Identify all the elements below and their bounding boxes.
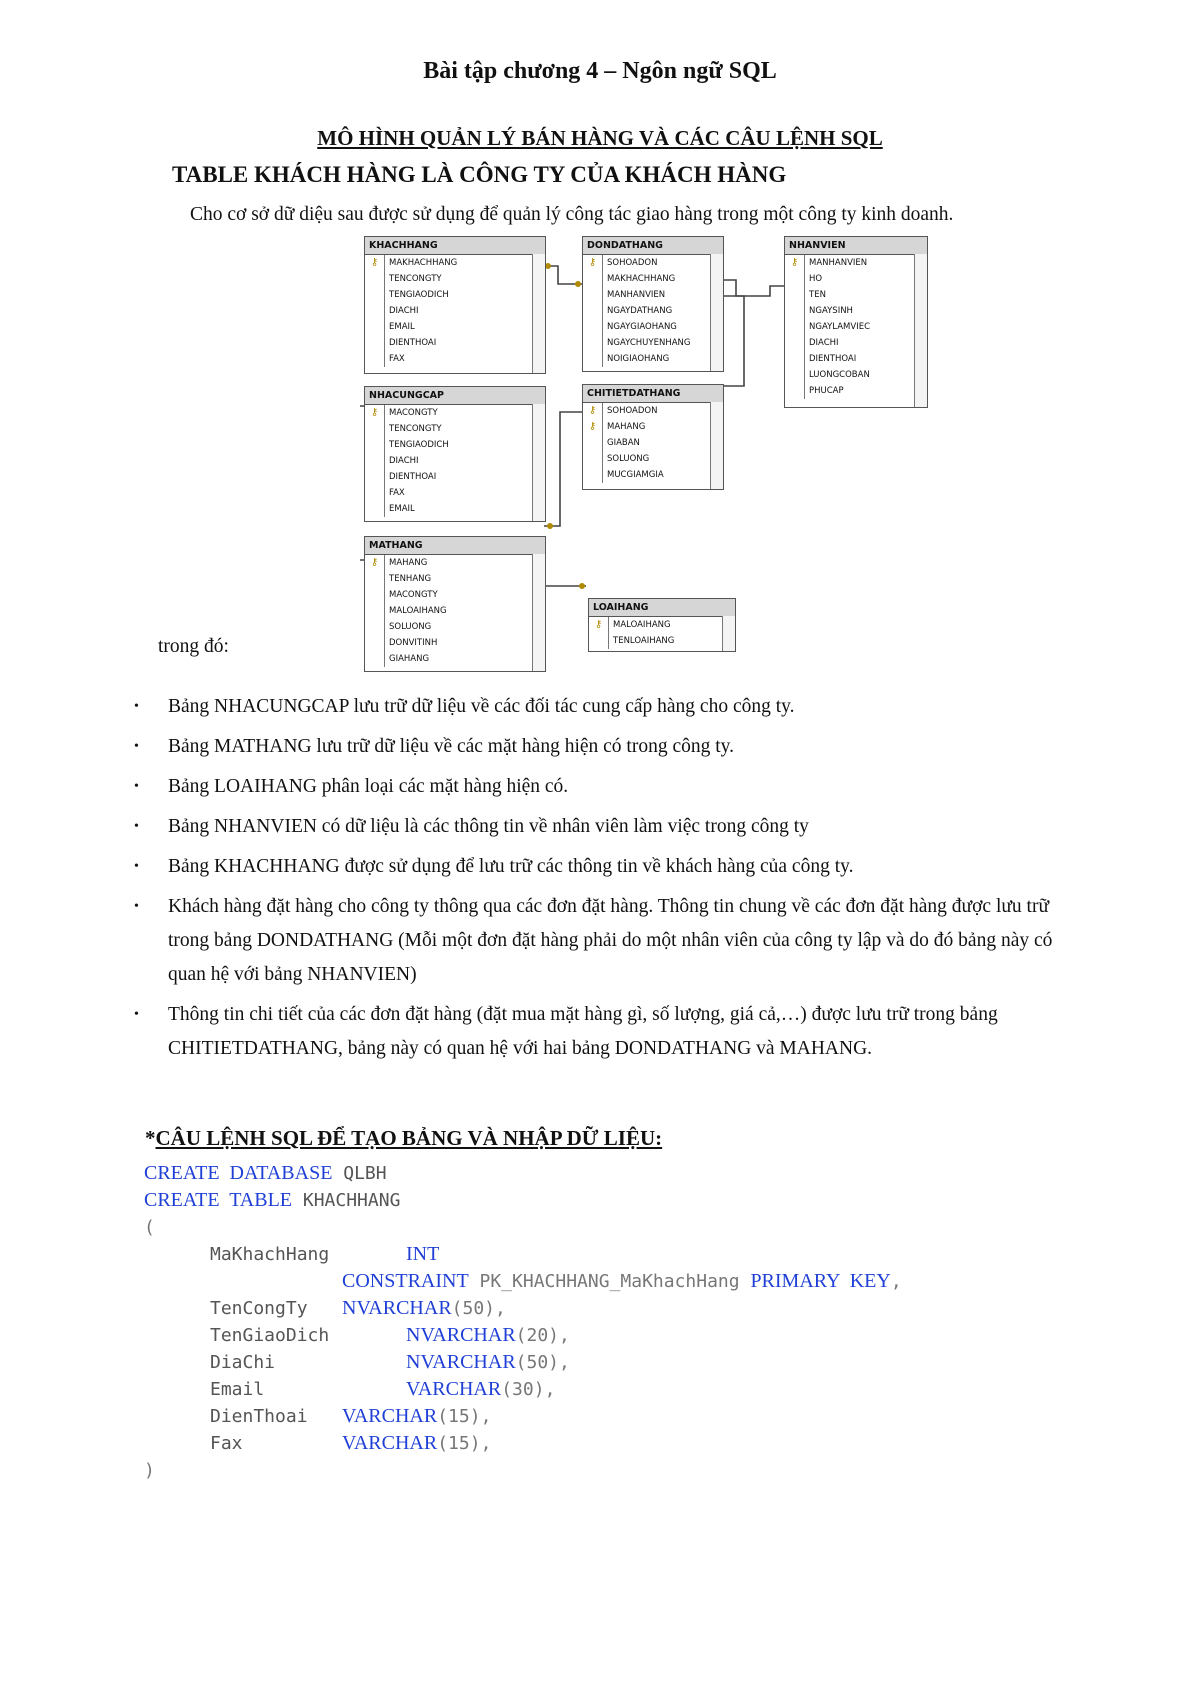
bullet-icon: • — [134, 1007, 139, 1022]
code-token: VARCHAR — [342, 1405, 438, 1427]
column-name: NGAYDATHANG — [607, 306, 673, 316]
code-line — [144, 1376, 556, 1403]
code-token: ( — [144, 1217, 155, 1238]
column-name: SOHOADON — [607, 258, 658, 268]
list-item-text: Bảng NHACUNGCAP lưu trữ dữ liệu về các đối tác cung cấp hàng cho công ty. — [168, 696, 795, 717]
sql-code-block — [144, 1160, 902, 1484]
column-row — [583, 271, 723, 287]
column-name: MUCGIAMGIA — [607, 470, 664, 480]
table-title: KHACHHANG — [365, 237, 545, 255]
table-title: LOAIHANG — [589, 599, 735, 617]
key-icon: ⚷ — [583, 403, 603, 419]
column-row — [785, 287, 927, 303]
code-line — [144, 1403, 492, 1430]
column-row — [583, 255, 723, 271]
column-name: DONVITINH — [389, 638, 438, 648]
column-row — [583, 403, 723, 419]
column-row — [583, 319, 723, 335]
table-columns — [583, 255, 723, 367]
code-token — [406, 1322, 570, 1349]
column-name: TENLOAIHANG — [613, 636, 675, 646]
intro-paragraph: Cho cơ sở dữ diệu sau được sử dụng để quản lý công tác giao hàng trong một công ty kinh doanh. — [190, 204, 954, 225]
column-name: PHUCAP — [809, 386, 844, 396]
column-name: DIACHI — [809, 338, 839, 348]
code-token: (15), — [437, 1406, 492, 1427]
code-token: INT — [406, 1243, 440, 1265]
column-name: FAX — [389, 354, 405, 364]
column-row — [589, 633, 735, 649]
column-row — [365, 319, 545, 335]
column-row — [365, 437, 545, 453]
list-item — [134, 998, 1064, 1066]
column-row — [365, 287, 545, 303]
key-icon: ⚷ — [589, 617, 609, 633]
column-row — [785, 383, 927, 399]
scrollbar — [532, 254, 545, 373]
bullet-icon: • — [134, 859, 139, 874]
row-selector — [365, 571, 385, 587]
description-list — [134, 690, 1064, 1066]
row-selector — [365, 587, 385, 603]
table-columns — [365, 555, 545, 667]
column-row — [365, 469, 545, 485]
code-token: (50), — [451, 1298, 506, 1319]
row-selector — [785, 303, 805, 319]
code-token: Fax — [210, 1433, 243, 1454]
relation-nhanvien-dondathang — [722, 280, 784, 296]
column-name: NGAYLAMVIEC — [809, 322, 870, 332]
relation-mathang-chitiet — [544, 412, 582, 526]
code-token: , — [890, 1271, 902, 1292]
list-item-text: Bảng LOAIHANG phân loại các mặt hàng hiện có. — [168, 776, 569, 797]
column-row — [365, 335, 545, 351]
column-row — [583, 335, 723, 351]
row-selector — [785, 287, 805, 303]
table-nhacungcap — [364, 386, 546, 522]
code-token — [342, 1403, 491, 1430]
column-name: HO — [809, 274, 823, 284]
code-token: (30), — [501, 1379, 556, 1400]
column-row — [785, 367, 927, 383]
row-selector — [365, 501, 385, 517]
code-token: DiaChi — [210, 1352, 276, 1373]
bullet-icon: • — [134, 779, 139, 794]
list-item — [134, 770, 1064, 804]
column-name: LUONGCOBAN — [809, 370, 870, 380]
row-selector — [785, 335, 805, 351]
column-row — [583, 287, 723, 303]
scrollbar — [532, 404, 545, 521]
column-name: EMAIL — [389, 504, 415, 514]
scrollbar — [914, 254, 927, 407]
row-selector — [365, 271, 385, 287]
scrollbar — [710, 402, 723, 489]
code-line — [144, 1349, 570, 1376]
row-selector — [365, 421, 385, 437]
column-name: TENCONGTY — [389, 424, 442, 434]
code-token — [342, 1430, 491, 1457]
row-selector — [365, 651, 385, 667]
relation-khachhang-dondathang — [544, 266, 582, 284]
row-selector — [583, 271, 603, 287]
column-row — [365, 453, 545, 469]
code-token: (15), — [437, 1433, 492, 1454]
code-line — [144, 1241, 440, 1268]
list-item — [134, 690, 1064, 724]
column-name: NOIGIAOHANG — [607, 354, 670, 364]
code-token: QLBH — [332, 1163, 387, 1184]
code-line — [144, 1295, 506, 1322]
row-selector — [365, 635, 385, 651]
code-token — [342, 1268, 902, 1295]
column-row — [365, 603, 545, 619]
code-token: (50), — [515, 1352, 570, 1373]
scrollbar — [710, 254, 723, 371]
column-name: FAX — [389, 488, 405, 498]
column-row — [785, 255, 927, 271]
sql-heading-star: * — [145, 1126, 156, 1150]
code-token: TenCongTy — [210, 1298, 308, 1319]
code-token: ) — [144, 1460, 155, 1481]
list-item-text: Khách hàng đặt hàng cho công ty thông qua các đơn đặt hàng. Thông tin chung về các đơn đặt hàng được lưu trữ trong bảng DONDATHANG (Mỗi một đơn đặt hàng phải do một nhân viên của công ty lập và do đó bảng này có quan hệ với bảng NHANVIEN) — [168, 896, 1053, 985]
column-row — [365, 555, 545, 571]
column-name: MACONGTY — [389, 590, 438, 600]
column-row — [785, 303, 927, 319]
column-row — [583, 451, 723, 467]
row-selector — [583, 287, 603, 303]
column-row — [365, 351, 545, 367]
row-selector — [583, 303, 603, 319]
column-name: MAKHACHHANG — [389, 258, 458, 268]
row-selector — [365, 335, 385, 351]
key-icon: ⚷ — [365, 255, 385, 271]
row-selector — [583, 335, 603, 351]
column-row — [583, 303, 723, 319]
table-khachhang — [364, 236, 546, 374]
table-loaihang — [588, 598, 736, 652]
sql-heading-text: CÂU LỆNH SQL ĐỂ TẠO BẢNG VÀ NHẬP DỮ LIỆU: — [155, 1126, 663, 1150]
column-row — [365, 485, 545, 501]
code-token: MaKhachHang — [210, 1244, 330, 1265]
code-token: PK_KHACHHANG_MaKhachHang — [468, 1271, 751, 1292]
code-token: NVARCHAR — [342, 1297, 452, 1319]
column-name: NGAYCHUYENHANG — [607, 338, 691, 348]
column-row — [785, 351, 927, 367]
column-name: TENHANG — [389, 574, 432, 584]
row-selector — [365, 351, 385, 367]
row-selector — [583, 467, 603, 483]
row-selector — [365, 603, 385, 619]
list-item — [134, 890, 1064, 992]
column-row — [785, 335, 927, 351]
column-name: SOHOADON — [607, 406, 658, 416]
code-token: VARCHAR — [342, 1432, 438, 1454]
list-item — [134, 810, 1064, 844]
table-nhanvien — [784, 236, 928, 408]
column-name: TENGIAODICH — [389, 440, 449, 450]
row-selector — [365, 437, 385, 453]
column-row — [365, 501, 545, 517]
row-selector — [785, 367, 805, 383]
key-icon: ⚷ — [365, 555, 385, 571]
table-columns — [785, 255, 927, 399]
table-title: MATHANG — [365, 537, 545, 555]
list-item-text: Bảng KHACHHANG được sử dụng để lưu trữ các thông tin về khách hàng của công ty. — [168, 856, 854, 877]
scrollbar — [532, 554, 545, 671]
row-selector — [365, 619, 385, 635]
table-title: NHANVIEN — [785, 237, 927, 255]
table-title: CHITIETDATHANG — [583, 385, 723, 403]
column-name: GIABAN — [607, 438, 640, 448]
column-row — [365, 635, 545, 651]
trong-do-label: trong đó: — [158, 636, 229, 657]
code-line — [144, 1457, 400, 1484]
code-line — [144, 1160, 400, 1187]
column-name: NGAYGIAOHANG — [607, 322, 677, 332]
code-line — [144, 1187, 400, 1214]
row-selector — [583, 435, 603, 451]
code-token — [406, 1349, 570, 1376]
table-columns — [589, 617, 735, 649]
key-icon: ⚷ — [583, 419, 603, 435]
code-token — [342, 1295, 506, 1322]
section-heading: TABLE KHÁCH HÀNG LÀ CÔNG TY CỦA KHÁCH HÀNG — [172, 162, 787, 187]
column-name: GIAHANG — [389, 654, 430, 664]
table-title: DONDATHANG — [583, 237, 723, 255]
row-selector — [785, 319, 805, 335]
list-item-text: Bảng MATHANG lưu trữ dữ liệu về các mặt hàng hiện có trong công ty. — [168, 736, 735, 757]
code-token: CONSTRAINT — [342, 1270, 469, 1292]
code-token: NVARCHAR — [406, 1324, 516, 1346]
column-name: SOLUONG — [607, 454, 650, 464]
bullet-icon: • — [134, 739, 139, 754]
column-row — [365, 255, 545, 271]
table-dondathang — [582, 236, 724, 372]
code-token: VARCHAR — [406, 1378, 502, 1400]
code-line — [144, 1430, 492, 1457]
key-icon: ⚷ — [785, 255, 805, 271]
column-row — [365, 571, 545, 587]
scrollbar — [722, 616, 735, 651]
row-selector — [365, 319, 385, 335]
row-selector — [365, 453, 385, 469]
database-diagram — [360, 236, 960, 672]
table-columns — [583, 403, 723, 483]
column-row — [365, 271, 545, 287]
column-name: TEN — [809, 290, 826, 300]
row-selector — [365, 287, 385, 303]
list-item-text: Bảng NHANVIEN có dữ liệu là các thông tin về nhân viên làm việc trong công ty — [168, 816, 809, 837]
column-name: MALOAIHANG — [389, 606, 447, 616]
column-row — [583, 467, 723, 483]
list-item — [134, 730, 1064, 764]
column-row — [785, 271, 927, 287]
table-mathang — [364, 536, 546, 672]
column-name: NGAYSINH — [809, 306, 853, 316]
table-chitietdathang — [582, 384, 724, 490]
list-item-text: Thông tin chi tiết của các đơn đặt hàng (đặt mua mặt hàng gì, số lượng, giá cả,…) được lưu trữ trong bảng CHITIETDATHANG, bảng này có quan hệ với hai bảng DONDATHANG và MAHANG. — [168, 1004, 998, 1059]
code-line — [144, 1322, 570, 1349]
code-token: (20), — [515, 1325, 570, 1346]
column-name: DIACHI — [389, 306, 419, 316]
row-selector — [785, 383, 805, 399]
row-selector — [785, 271, 805, 287]
column-name: MACONGTY — [389, 408, 438, 418]
column-row — [365, 619, 545, 635]
column-row — [365, 421, 545, 437]
table-columns — [365, 405, 545, 517]
column-name: MALOAIHANG — [613, 620, 671, 630]
relation-dondathang-chitiet — [722, 296, 744, 386]
column-row — [583, 351, 723, 367]
column-name: MANHANVIEN — [607, 290, 666, 300]
row-selector — [583, 319, 603, 335]
table-title: NHACUNGCAP — [365, 387, 545, 405]
code-token: CREATE TABLE — [144, 1189, 293, 1211]
column-row — [365, 405, 545, 421]
column-name: MAHANG — [389, 558, 428, 568]
code-token: Email — [210, 1379, 265, 1400]
row-selector — [583, 451, 603, 467]
column-name: DIENTHOAI — [389, 472, 437, 482]
column-name: MAKHACHHANG — [607, 274, 676, 284]
row-selector — [589, 633, 609, 649]
column-name: TENCONGTY — [389, 274, 442, 284]
column-row — [365, 651, 545, 667]
column-name: EMAIL — [389, 322, 415, 332]
row-selector — [583, 351, 603, 367]
column-row — [365, 303, 545, 319]
code-token: DienThoai — [210, 1406, 308, 1427]
column-row — [785, 319, 927, 335]
code-line — [144, 1268, 902, 1295]
table-columns — [365, 255, 545, 367]
bullet-icon: • — [134, 699, 139, 714]
column-name: MAHANG — [607, 422, 646, 432]
column-name: MANHANVIEN — [809, 258, 868, 268]
list-item — [134, 850, 1064, 884]
column-row — [589, 617, 735, 633]
column-row — [583, 419, 723, 435]
column-name: DIENTHOAI — [389, 338, 437, 348]
bullet-icon: • — [134, 899, 139, 914]
code-token — [406, 1376, 555, 1403]
row-selector — [365, 469, 385, 485]
sql-heading — [145, 1126, 662, 1151]
code-token: CREATE DATABASE — [144, 1162, 333, 1184]
code-line — [144, 1214, 400, 1241]
column-name: DIACHI — [389, 456, 419, 466]
code-token: TenGiaoDich — [210, 1325, 330, 1346]
model-title: MÔ HÌNH QUẢN LÝ BÁN HÀNG VÀ CÁC CÂU LỆNH SQL — [317, 126, 883, 150]
column-name: TENGIAODICH — [389, 290, 449, 300]
column-name: DIENTHOAI — [809, 354, 857, 364]
column-row — [583, 435, 723, 451]
key-icon: ⚷ — [583, 255, 603, 271]
code-token: KHACHHANG — [292, 1190, 401, 1211]
column-name: SOLUONG — [389, 622, 432, 632]
code-token: NVARCHAR — [406, 1351, 516, 1373]
row-selector — [785, 351, 805, 367]
page-title: Bài tập chương 4 – Ngôn ngữ SQL — [423, 58, 777, 84]
row-selector — [365, 303, 385, 319]
bullet-icon: • — [134, 819, 139, 834]
key-icon: ⚷ — [365, 405, 385, 421]
row-selector — [365, 485, 385, 501]
code-token: PRIMARY KEY — [750, 1270, 891, 1292]
column-row — [365, 587, 545, 603]
